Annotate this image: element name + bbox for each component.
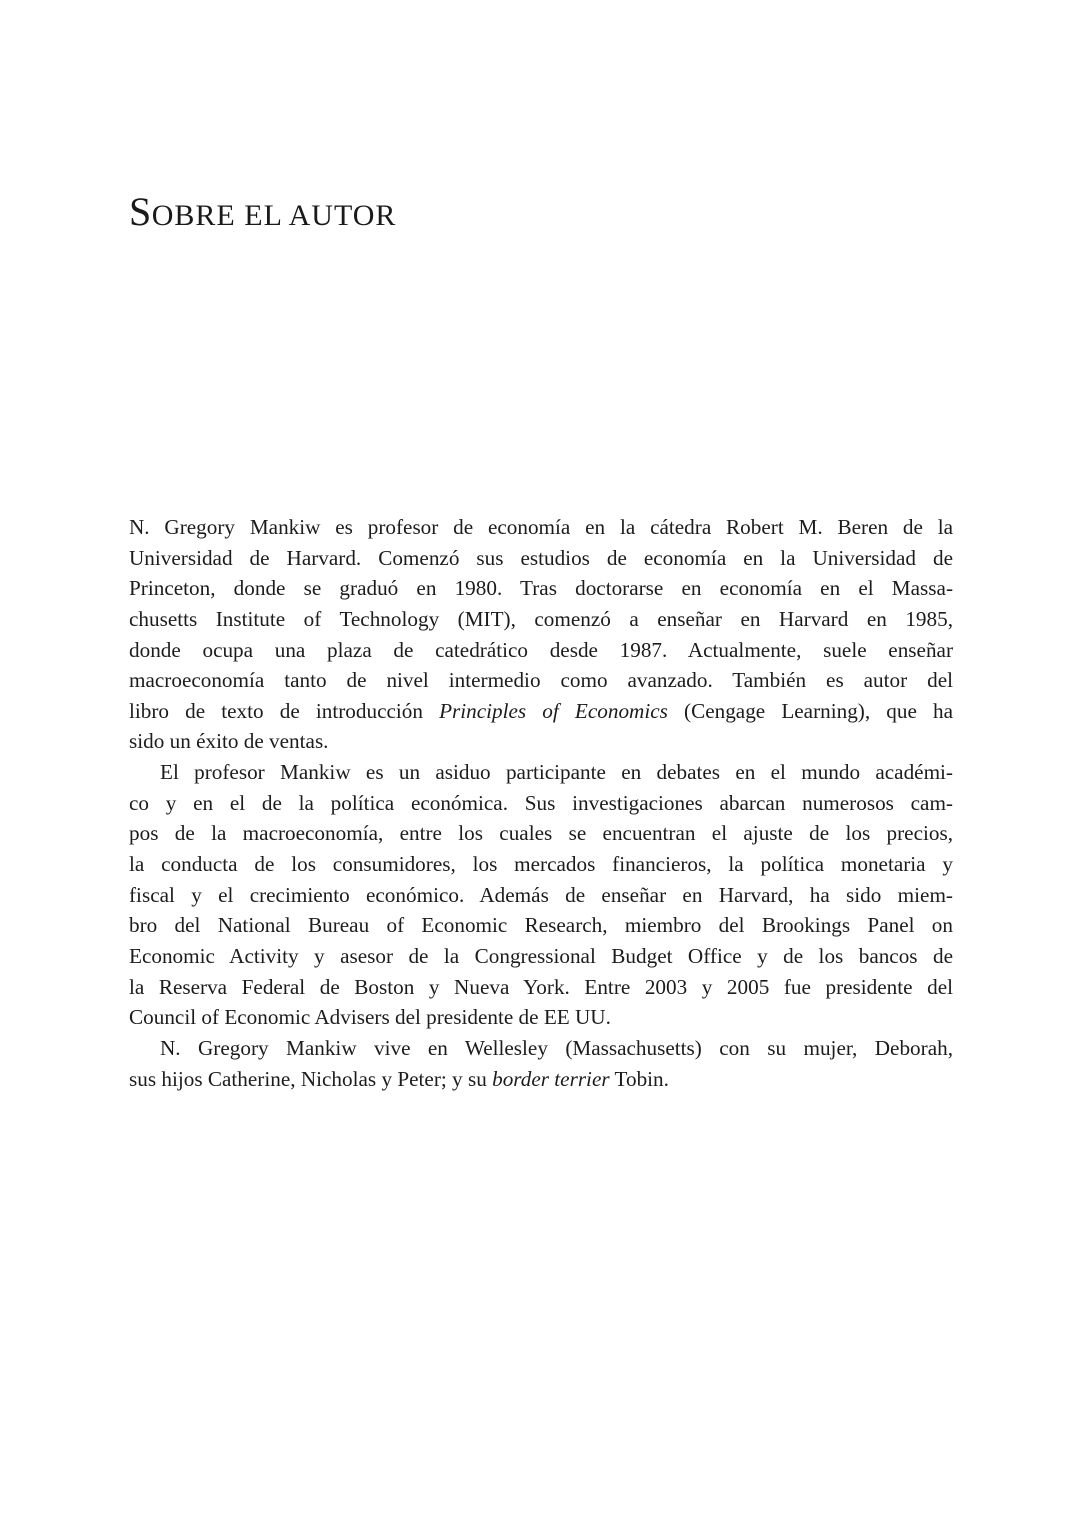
page-title	[129, 190, 396, 238]
text-line: la Reserva Federal de Boston y Nueva York. Entre 2003 y 2005 fue presidente del	[129, 974, 953, 999]
text-line: fiscal y el crecimiento económico. Además de enseñar en Harvard, ha sido miem-	[129, 882, 953, 907]
text-line: Princeton, donde se graduó en 1980. Tras doctorarse en economía en el Massa-	[129, 576, 953, 601]
bio-paragraph-2	[129, 757, 953, 1033]
text-run: sus hijos Catherine, Nicholas y Peter; y su	[129, 1066, 493, 1091]
dog-breed: border terrier	[492, 1066, 610, 1091]
title-rest: OBRE EL AUTOR	[151, 199, 397, 232]
text-line: N. Gregory Mankiw vive en Wellesley (Massachusetts) con su mujer, Deborah,	[160, 1035, 953, 1060]
bio-paragraph-3	[129, 1033, 953, 1094]
text-line: bro del National Bureau of Economic Research, miembro del Brookings Panel on	[129, 913, 953, 938]
text-run: (Cengage Learning), que ha	[667, 698, 953, 723]
bio-paragraph-1	[129, 512, 953, 757]
title-initial: S	[129, 189, 152, 234]
text-line: donde ocupa una plaza de catedrático desde 1987. Actualmente, suele enseñar	[129, 637, 953, 662]
text-line: N. Gregory Mankiw es profesor de economía en la cátedra Robert M. Beren de la	[129, 515, 953, 539]
text-line: co y en el de la política económica. Sus investigaciones abarcan numerosos cam-	[129, 790, 953, 815]
text-line: El profesor Mankiw es un asiduo participante en debates en el mundo académi-	[160, 760, 953, 785]
text-line: Universidad de Harvard. Comenzó sus estudios de economía en la Universidad de	[129, 545, 953, 570]
text-line: macroeconomía tanto de nivel intermedio como avanzado. También es autor del	[129, 668, 953, 693]
text-line: pos de la macroeconomía, entre los cuales se encuentran el ajuste de los precios,	[129, 821, 953, 846]
text-run: Tobin.	[609, 1066, 669, 1091]
text-line	[129, 696, 953, 727]
text-line: sido un éxito de ventas.	[129, 729, 329, 754]
text-run: libro de texto de introducción	[129, 698, 440, 723]
book-title: Principles of Economics	[439, 698, 668, 723]
text-line: chusetts Institute of Technology (MIT), comenzó a enseñar en Harvard en 1985,	[129, 606, 953, 631]
author-bio	[129, 512, 953, 1094]
text-line	[129, 1064, 953, 1095]
text-line: Council of Economic Advisers del presidente de EE UU.	[129, 1005, 611, 1030]
text-line: la conducta de los consumidores, los mercados financieros, la política monetaria y	[129, 852, 953, 877]
text-line: Economic Activity y asesor de la Congressional Budget Office y de los bancos de	[129, 943, 953, 968]
